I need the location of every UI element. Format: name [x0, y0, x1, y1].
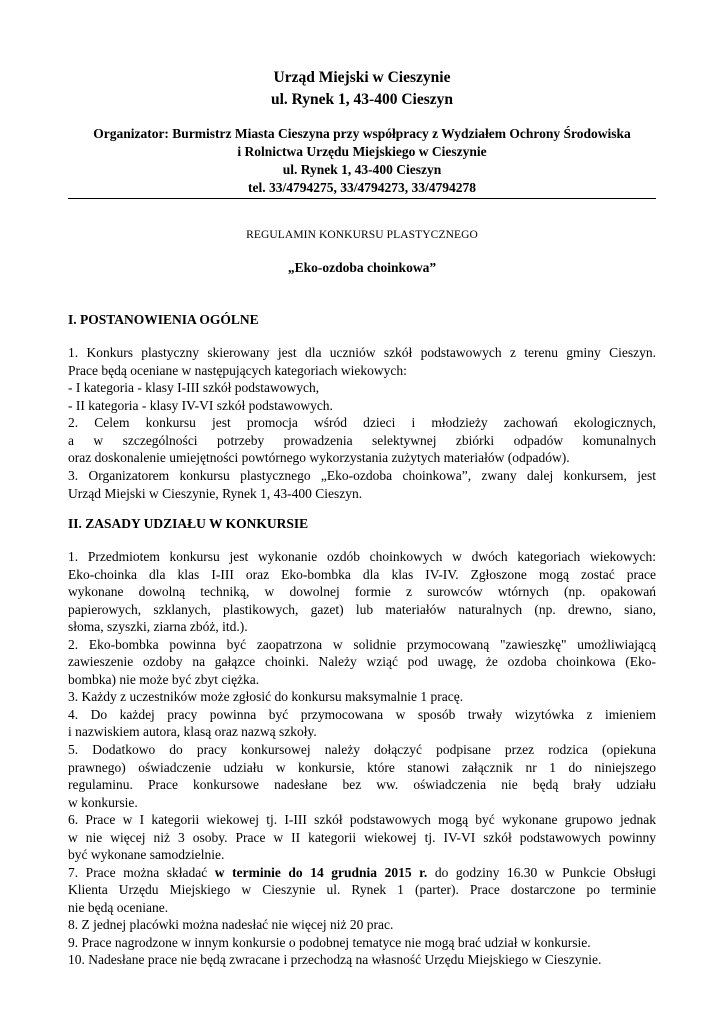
section-2-line: być wykonane samodzielnie.	[68, 847, 225, 862]
section-1-line: a w szczególności potrzeby prowadzenia selektywnej zbiórki odpadów komunalnych	[68, 433, 656, 448]
section-2-line: bombka) nie może być zbyt ciężka.	[68, 672, 260, 687]
section-2-line: 3. Każdy z uczestników może zgłosić do konkursu maksymalnie 1 pracę.	[68, 689, 464, 704]
organizer-line-1: Organizator: Burmistrz Miasta Cieszyna przy współpracy z Wydziałem Ochrony Środowiska	[93, 126, 631, 141]
section-1-line: - I kategoria - klasy I-III szkół podstawowych,	[68, 380, 320, 395]
section-2-line: 4. Do każdej pracy powinna być przymocowana w sposób trwały wizytówka z imieniem	[68, 707, 656, 722]
office-name: Urząd Miejski w Cieszynie	[273, 69, 451, 86]
section-2-line: 10. Nadesłane prace nie będą zwracane i przechodzą na własność Urzędu Miejskiego w Cieszynie.	[68, 952, 602, 967]
section-1-line: 2. Celem konkursu jest promocja wśród dzieci i młodzieży zachowań ekologicznych,	[68, 415, 656, 430]
section-1-line: oraz doskonalenie umiejętności powtórnego wykorzystania zużytych materiałów (odpadów).	[68, 450, 570, 465]
section-2-line: Klienta Urzędu Miejskiego w Cieszynie ul. Rynek 1 (parter). Prace dostarczone po terminie	[68, 882, 656, 897]
organizer-phone: tel. 33/4794275, 33/4794273, 33/4794278	[248, 180, 476, 195]
section-2-line: 1. Przedmiotem konkursu jest wykonanie ozdób choinkowych w dwóch kategoriach wiekowych:	[68, 549, 656, 564]
section-2-line: regulaminu. Prace konkursowe nadesłane bez ww. oświadczenia nie będą brały udziału	[68, 777, 656, 792]
section-2-line: 2. Eko-bombka powinna być zaopatrzona w solidnie przymocowaną "zawieszkę" umożliwiającą	[68, 637, 656, 652]
section-2-line: papierowych, szklanych, plastikowych, gazet) lub materiałów naturalnych (np. drewno, siano,	[68, 602, 656, 617]
section-1-line: 3. Organizatorem konkursu plastycznego „Eko-ozdoba choinkowa”, zwany dalej konkursem, jest	[68, 468, 656, 483]
section-2-line: 6. Prace w I kategorii wiekowej tj. I-III szkół podstawowych mogą być wykonane grupowo jednak	[68, 812, 656, 827]
section-2-line: prawnego) oświadczenie udziału w konkursie, które stanowi załącznik nr 1 do niniejszego	[68, 760, 656, 775]
section-2-line: i nazwiskiem autora, klasą oraz nazwą szkoły.	[68, 724, 317, 739]
office-address: ul. Rynek 1, 43-400 Cieszyn	[270, 91, 454, 108]
section-2-line: 5. Dodatkowo do pracy konkursowej należy dołączyć podpisane przez rodzica (opiekuna	[68, 742, 656, 757]
item-7-pre: 7. Prace można składać	[68, 865, 215, 880]
section-2-line: wykonane dowolną techniką, w dowolnej formie z surowców wtórnych (np. opakowań	[68, 584, 656, 599]
section-2-line: zawieszenie ozdoby na gałązce choinki. Należy wziąć pod uwagę, że ozdoba choinkowa (Eko-	[68, 654, 656, 669]
item-7-deadline: w terminie do 14 grudnia 2015 r.	[214, 865, 428, 880]
regulamin-title: REGULAMIN KONKURSU PLASTYCZNEGO	[246, 229, 478, 241]
section-1-line: 1. Konkurs plastyczny skierowany jest dla uczniów szkół podstawowych z terenu gminy Cieszyn.	[68, 345, 656, 360]
section-2-line: w nie więcej niż 3 osoby. Prace w II kategorii wiekowej tj. IV-VI szkół podstawowych powinny	[68, 830, 656, 845]
section-2-line: 9. Prace nagrodzone w innym konkursie o podobnej tematyce nie mogą brać udział w konkursie.	[68, 935, 591, 950]
contest-name: „Eko-ozdoba choinkowa”	[287, 260, 437, 275]
section-1-heading: I. POSTANOWIENIA OGÓLNE	[68, 312, 259, 327]
section-2-line: nie będą oceniane.	[68, 900, 169, 915]
section-2-line: słoma, szyszki, ziarna zbóż, itd.).	[68, 619, 248, 634]
item-7-post: do godziny 16.30 w Punkcie Obsługi	[427, 865, 656, 880]
section-2-heading: II. ZASADY UDZIAŁU W KONKURSIE	[68, 516, 309, 531]
section-1-line: - II kategoria - klasy IV-VI szkół podstawowych.	[68, 398, 333, 413]
section-2-item-7	[68, 864, 656, 882]
header-divider	[68, 198, 656, 199]
organizer-address: ul. Rynek 1, 43-400 Cieszyn	[282, 162, 442, 177]
section-1-line: Prace będą oceniane w następujących kategoriach wiekowych:	[68, 363, 407, 378]
organizer-line-2: i Rolnictwa Urzędu Miejskiego w Cieszynie	[237, 144, 487, 159]
section-1-line: Urząd Miejski w Cieszynie, Rynek 1, 43-400 Cieszyn.	[68, 486, 363, 501]
section-2-line: 8. Z jednej placówki można nadesłać nie więcej niż 20 prac.	[68, 917, 394, 932]
section-2-line: w konkursie.	[68, 795, 138, 810]
section-2-line: Eko-choinka dla klas I-III oraz Eko-bombka dla klas IV-IV. Zgłoszone mogą zostać prace	[68, 567, 656, 582]
